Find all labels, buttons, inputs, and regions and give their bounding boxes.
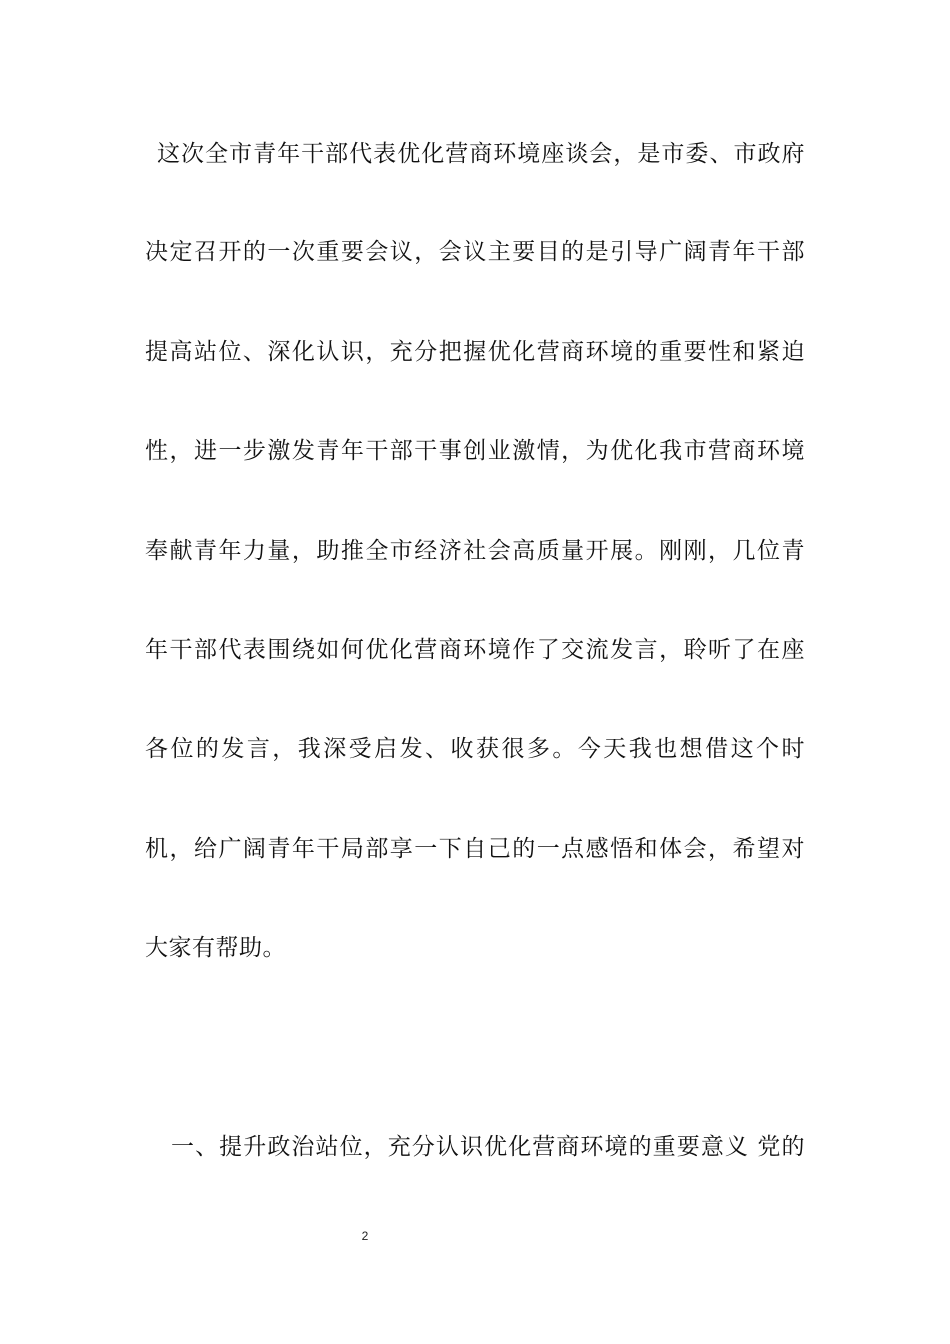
section-heading-1: 一、提升政治站位，充分认识优化营商环境的重要意义 党的 bbox=[171, 1134, 805, 1160]
paragraph-1-line-2: 决定召开的一次重要会议，会议主要目的是引导广阔青年干部 bbox=[145, 239, 805, 265]
paragraph-1-line-1: 这次全市青年干部代表优化营商环境座谈会，是市委、市政府 bbox=[157, 141, 805, 167]
paragraph-1-line-9: 大家有帮助。 bbox=[145, 935, 286, 961]
paragraph-1-line-7: 各位的发言，我深受启发、收获很多。今天我也想借这个时 bbox=[145, 736, 805, 762]
paragraph-1-line-3: 提高站位、深化认识，充分把握优化营商环境的重要性和紧迫 bbox=[145, 339, 805, 365]
paragraph-1-line-6: 年干部代表围绕如何优化营商环境作了交流发言，聆听了在座 bbox=[145, 637, 805, 663]
paragraph-1-line-5: 奉献青年力量，助推全市经济社会高质量开展。刚刚，几位青 bbox=[145, 538, 805, 564]
paragraph-1-line-4: 性，进一步激发青年干部干事创业激情，为优化我市营商环境 bbox=[145, 438, 805, 464]
page-number: 2 bbox=[361, 1229, 369, 1243]
paragraph-1-line-8: 机，给广阔青年干局部享一下自己的一点感悟和体会，希望对 bbox=[145, 836, 805, 862]
